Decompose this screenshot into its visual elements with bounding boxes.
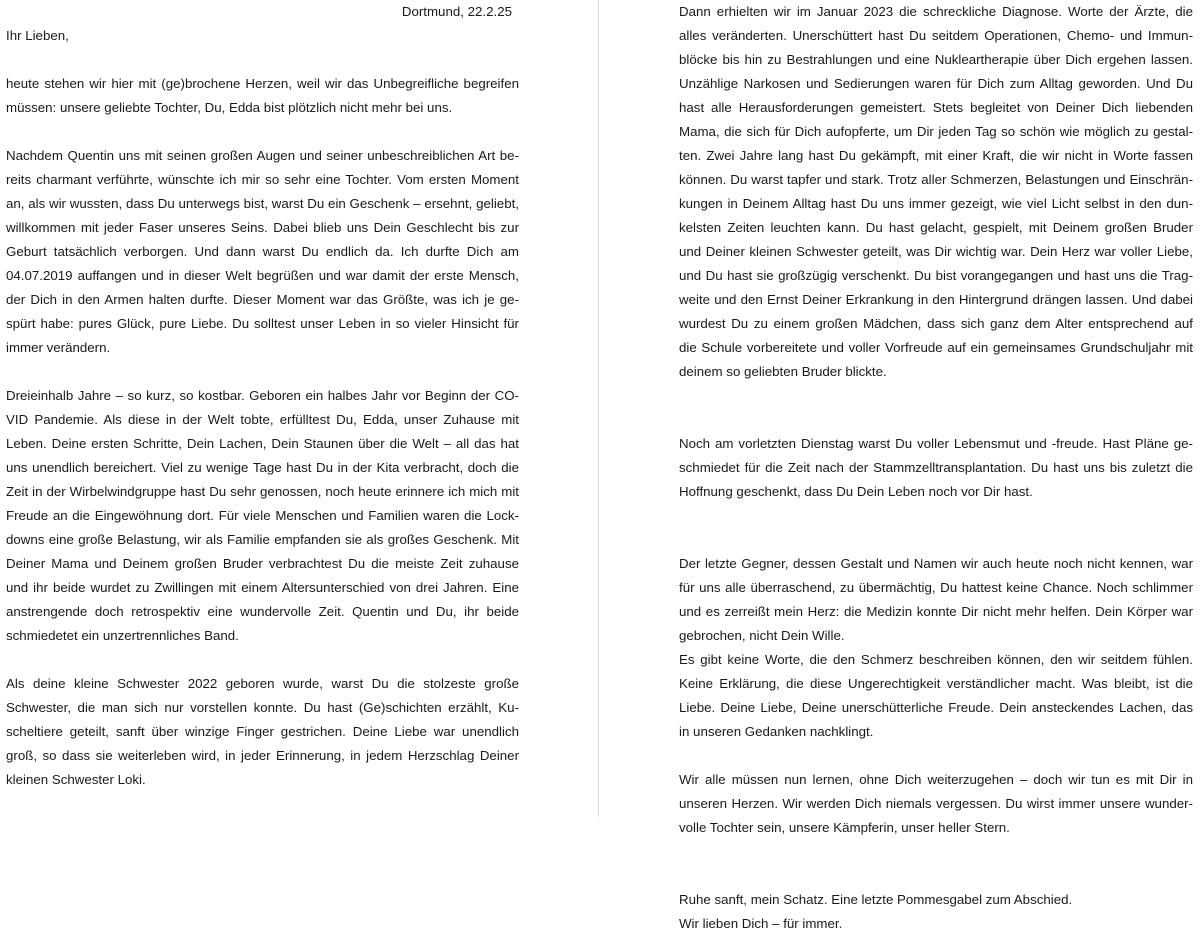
text-line: blöcke bis hin zu Bestrahlungen und eine Nukleartherapie über Dich ergehen lassen.: [679, 52, 1193, 67]
text-line: willkommen mit jeder Faser unseres Seins. Dabei blieb uns Dein Geschlecht bis zur: [6, 220, 519, 235]
left-page-body: [6, 48, 519, 792]
text-line: reits charmant verführte, wünschte ich mir so sehr eine Tochter. Vom ersten Moment: [6, 172, 519, 187]
text-line: uns unendlich bereichert. Viel zu wenige Tage hast Du in der Kita verbracht, doch die: [6, 460, 519, 475]
text-line: kleinen Schwester Loki.: [6, 772, 146, 787]
text-line: Liebe. Deine Liebe, Deine unerschütterliche Freude. Dein ansteckendes Lachen, das: [679, 700, 1193, 715]
text-line: Der letzte Gegner, dessen Gestalt und Namen wir auch heute noch nicht kennen, war: [679, 556, 1193, 571]
paragraph: [679, 888, 1193, 912]
text-line: die Schule vorbereitete und voller Vorfreude auf ein gemeinsames Grundschuljahr mit: [679, 340, 1193, 355]
text-line: hast alle Herausforderungen gemeistert. Stets begleitet von Deiner Dich liebenden: [679, 100, 1193, 115]
text-line: Zeit in der Wirbelwindgruppe hast Du sehr genossen, noch heute erinnere ich mich mit: [6, 484, 519, 499]
paragraph-gap: [6, 648, 519, 672]
text-line: und ihr beide wurdet zu Zwillingen mit einem Altersunterschied von drei Jahren. Eine: [6, 580, 519, 595]
text-line: schmiedet für die Zeit nach der Stammzelltransplantation. Du hast uns bis zuletzt die: [679, 460, 1193, 475]
paragraph-gap: [679, 504, 1193, 528]
text-line: Dreieinhalb Jahre – so kurz, so kostbar. Geboren ein halbes Jahr vor Beginn der CO-: [6, 388, 519, 403]
paragraph: [679, 432, 1193, 504]
text-line: gebrochen, nicht Dein Wille.: [679, 628, 845, 643]
paragraph: [679, 552, 1193, 648]
text-line: deinem so geliebten Bruder blickte.: [679, 364, 887, 379]
text-line: heute stehen wir hier mit (ge)brochene Herzen, weil wir das Unbegreifliche begreifen: [6, 76, 519, 91]
text-line: für uns alle überraschend, zu übermächtig, Du hattest keine Chance. Noch schlimmer: [679, 580, 1193, 595]
paragraph: [6, 384, 519, 648]
paragraph-gap: [6, 360, 519, 384]
paragraph-gap: [679, 528, 1193, 552]
text-line: scheltiere geteilt, sanft über winzige Finger gestrichen. Deine Liebe war unendlich: [6, 724, 519, 739]
page-divider: [598, 0, 599, 817]
paragraph-gap: [679, 408, 1193, 432]
text-line: in unseren Gedanken nachklingt.: [679, 724, 874, 739]
text-line: Schwester, die man sich nur vorstellen konnte. Du hast (Ge)schichten erzählt, Ku-: [6, 700, 519, 715]
text-line: müssen: unsere geliebte Tochter, Du, Edda bist plötzlich nicht mehr bei uns.: [6, 100, 453, 115]
text-line: VID Pandemie. Als diese in der Welt tobte, erfülltest Du, Edda, unser Zuhause mit: [6, 412, 519, 427]
text-line: und es zerreißt mein Herz: die Medizin konnte Dir nicht mehr helfen. Dein Körper war: [679, 604, 1193, 619]
paragraph-gap: [6, 48, 519, 72]
paragraph-gap: [679, 864, 1193, 888]
paragraph-gap: [679, 840, 1193, 864]
place-date: Dortmund, 22.2.25: [401, 4, 512, 19]
text-line: Wir lieben Dich – für immer.: [679, 916, 843, 931]
text-line: Hoffnung geschenkt, dass Du Dein Leben noch vor Dir hast.: [679, 484, 1033, 499]
paragraph: [679, 768, 1193, 840]
text-line: weite und den Ernst Deiner Erkrankung in den Hintergrund drängen lassen. Und dabei: [679, 292, 1193, 307]
text-line: Deiner Mama und Deinem großen Bruder verbrachtest Du die meiste Zeit zuhause: [6, 556, 519, 571]
text-line: Mama, die sich für Dich aufopferte, um Dir jeden Tag so schön wie möglich zu gestal-: [679, 124, 1193, 139]
greeting: Ihr Lieben,: [6, 28, 69, 43]
text-line: können. Du warst tapfer und stark. Trotz aller Schmerzen, Belastungen und Einschrän-: [679, 172, 1193, 187]
text-line: schmiedetet ein unzertrennliches Band.: [6, 628, 239, 643]
paragraph-gap: [6, 120, 519, 144]
text-line: Noch am vorletzten Dienstag warst Du voller Lebensmut und -freude. Hast Pläne ge-: [679, 436, 1193, 451]
text-line: kungen in Deinem Alltag hast Du uns immer gezeigt, wie viel Licht selbst in den dun-: [679, 196, 1193, 211]
text-line: ten. Zwei Jahre lang hast Du gekämpft, mit einer Kraft, die wir nicht in Worte fassen: [679, 148, 1193, 163]
paragraph-gap: [679, 744, 1193, 768]
right-page: [679, 0, 1193, 931]
paragraph: [679, 648, 1193, 744]
paragraph: [679, 0, 1193, 384]
text-line: Es gibt keine Worte, die den Schmerz beschreiben können, den wir seitdem fühlen.: [679, 652, 1193, 667]
text-line: wurdest Du zu einem großen Mädchen, dass sich ganz dem Alter entsprechend auf: [679, 316, 1193, 331]
paragraph: [6, 144, 519, 360]
text-line: unseren Herzen. Wir werden Dich niemals vergessen. Du wirst immer unsere wunder-: [679, 796, 1193, 811]
text-line: Als deine kleine Schwester 2022 geboren wurde, warst Du die stolzeste große: [6, 676, 519, 691]
text-line: Wir alle müssen nun lernen, ohne Dich weiterzugehen – doch wir tun es mit Dir in: [679, 772, 1193, 787]
text-line: kelsten Zeiten leuchten kann. Du hast gelacht, gespielt, mit Deinem großen Bruder: [679, 220, 1193, 235]
text-line: Leben. Deine ersten Schritte, Dein Lachen, Dein Staunen über die Welt – all das hat: [6, 436, 519, 451]
text-line: anstrengende doch retrospektiv eine wundervolle Zeit. Quentin und Du, ihr beide: [6, 604, 519, 619]
text-line: Ruhe sanft, mein Schatz. Eine letzte Pommesgabel zum Abschied.: [679, 892, 1073, 907]
text-line: an, als wir wussten, dass Du unterwegs bist, warst Du ein Geschenk – ersehnt, geliebt,: [6, 196, 519, 211]
left-page: [6, 0, 519, 817]
text-line: downs eine große Belastung, wir als Familie empfanden sie als großes Geschenk. Mit: [6, 532, 519, 547]
text-line: alles veränderten. Unerschüttert hast Du seitdem Operationen, Chemo- und Immun-: [679, 28, 1193, 43]
text-line: Nachdem Quentin uns mit seinen großen Augen und seiner unbeschreiblichen Art be-: [6, 148, 519, 163]
text-line: Freude an die Eingewöhnung dort. Für viele Menschen und Familien waren die Lock-: [6, 508, 519, 523]
text-line: und Du hast sie großzügig verschenkt. Du bist vorangegangen und hast uns die Trag-: [679, 268, 1193, 283]
paragraph: [6, 672, 519, 792]
text-line: der Dich in den Armen halten durfte. Dieser Moment war das Größte, was ich je ge-: [6, 292, 519, 307]
text-line: Dann erhielten wir im Januar 2023 die schreckliche Diagnose. Worte der Ärzte, die: [679, 4, 1193, 19]
text-line: groß, so dass sie weiterleben wird, in jeder Erinnerung, in jedem Herzschlag Deiner: [6, 748, 519, 763]
text-line: Unzählige Narkosen und Sedierungen waren für Dich zum Alltag geworden. Und Du: [679, 76, 1193, 91]
text-line: volle Tochter sein, unsere Kämpferin, unser heller Stern.: [679, 820, 1010, 835]
text-line: Geburt tatsächlich verborgen. Und dann warst Du endlich da. Ich durfte Dich am: [6, 244, 519, 259]
right-page-body: [679, 0, 1193, 936]
text-line: immer verändern.: [6, 340, 111, 355]
text-line: Keine Erklärung, die diese Ungerechtigkeit verständlicher macht. Was bleibt, ist die: [679, 676, 1193, 691]
paragraph: [679, 912, 1193, 936]
paragraph-gap: [679, 384, 1193, 408]
paragraph: [6, 72, 519, 120]
text-line: und Deiner kleinen Schwester geteilt, was Dir wichtig war. Dein Herz war voller Liebe,: [679, 244, 1193, 259]
text-line: spürt habe: pures Glück, pure Liebe. Du solltest unser Leben in so vieler Hinsicht für: [6, 316, 519, 331]
text-line: 04.07.2019 auffangen und in dieser Welt begrüßen und war damit der erste Mensch,: [6, 268, 519, 283]
